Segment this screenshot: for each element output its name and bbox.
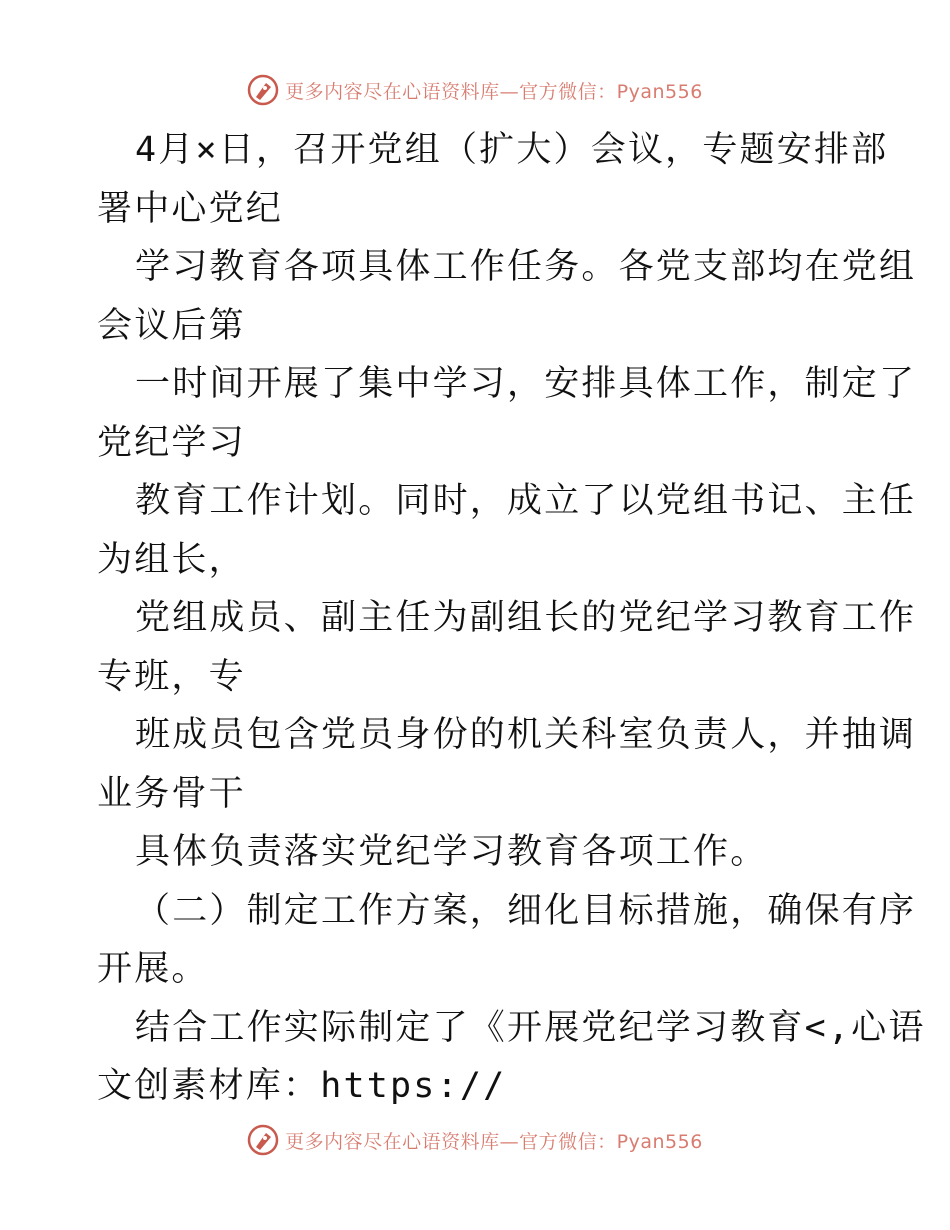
text-line: 教育工作计划。同时，成立了以党组书记、主任 [135, 481, 917, 521]
text-line: 开展。 [97, 949, 209, 989]
text-line: 一时间开展了集中学习，安排具体工作，制定了 [135, 364, 917, 404]
footer-watermark [0, 1120, 950, 1160]
text-line: 署中心党纪 [97, 188, 284, 229]
text-line: （二）制定工作方案，细化目标措施，确保有序 [135, 890, 917, 931]
text-line: 党组成员、副主任为副组长的党纪学习教育工作 [135, 598, 917, 638]
text-line: 具体负责落实党纪学习教育各项工作。 [135, 832, 768, 872]
text-line: 班成员包含党员身份的机关科室负责人，并抽调 [135, 715, 917, 755]
text-line: 党纪学习 [97, 422, 246, 463]
text-line: 结合工作实际制定了《开展党纪学习教育<,心语 [135, 1007, 926, 1048]
wechat-id: Pyan556 [616, 80, 703, 103]
watermark-text: 更多内容尽在心语资料库—官方微信：Pyan556 [285, 1130, 703, 1153]
watermark-text: 更多内容尽在心语资料库—官方微信：Pyan556 [285, 80, 703, 103]
text-line: 为组长， [97, 539, 246, 580]
text-line: 4月×日，召开党组（扩大）会议，专题安排部 [135, 130, 889, 170]
text-line: 学习教育各项具体工作任务。各党支部均在党组 [135, 247, 917, 287]
text-line: 业务骨干 [97, 773, 246, 814]
text-line: 专班，专 [97, 656, 246, 697]
document-body [97, 121, 926, 1116]
pen-nib-logo-icon [247, 1124, 279, 1156]
text-line: 文创素材库：https:// [97, 1066, 507, 1106]
text-line: 会议后第 [97, 305, 246, 346]
wechat-id: Pyan556 [616, 1130, 703, 1153]
header-watermark [0, 70, 950, 110]
pen-nib-logo-icon [247, 74, 279, 106]
